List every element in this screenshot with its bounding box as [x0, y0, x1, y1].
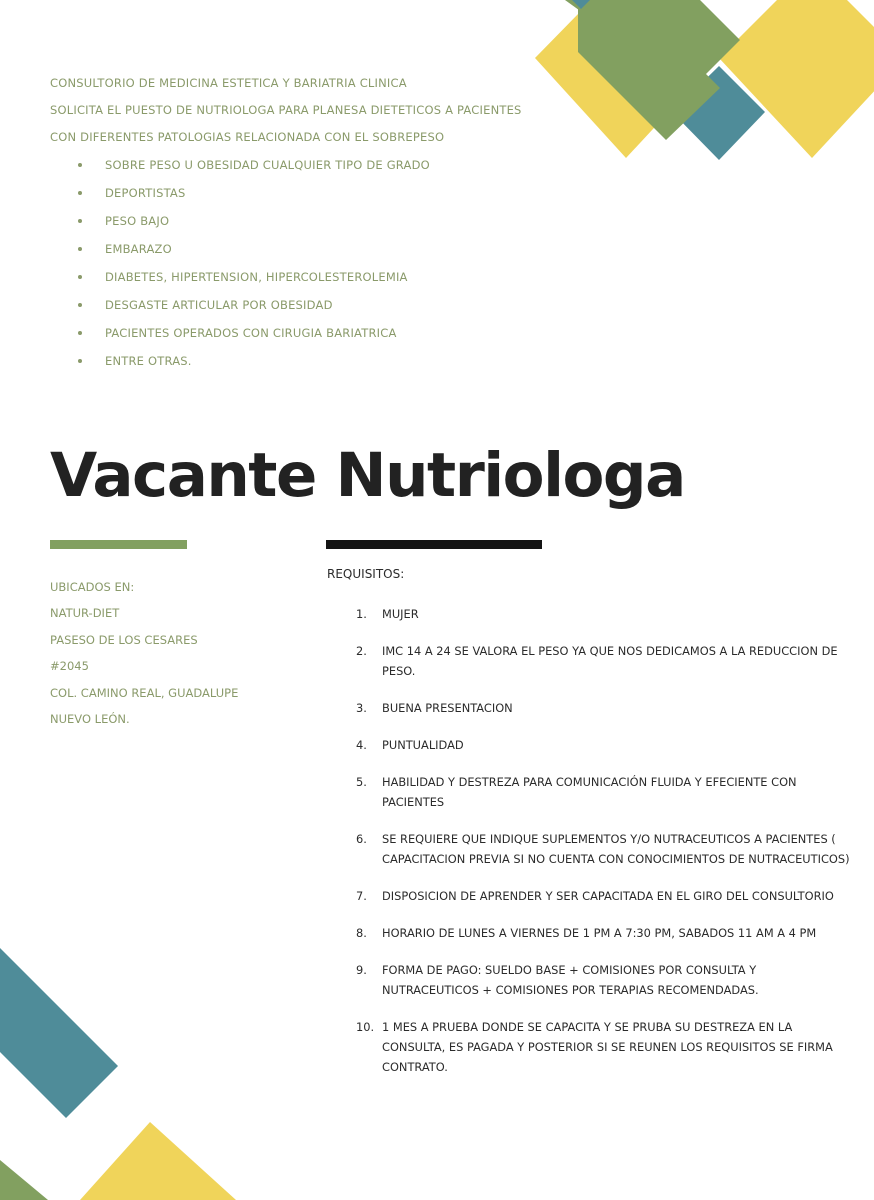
pathology-list — [50, 151, 570, 375]
list-item — [330, 1017, 850, 1077]
list-item — [330, 960, 850, 1000]
location-line: UBICADOS EN: — [50, 580, 135, 594]
requirements-list — [330, 604, 850, 1094]
list-item: DESGASTE ARTICULAR POR OBESIDAD — [50, 291, 570, 319]
item-text: BUENA PRESENTACION — [382, 701, 513, 715]
requirements-heading: REQUISITOS: — [327, 567, 405, 581]
item-number: 7. — [356, 889, 367, 903]
top-right-white-sliver — [850, 0, 874, 24]
location-block — [50, 574, 310, 732]
list-item: EMBARAZO — [50, 235, 570, 263]
item-number: 8. — [356, 926, 367, 940]
item-number: 6. — [356, 832, 367, 846]
list-item: PACIENTES OPERADOS CON CIRUGIA BARIATRICA — [50, 319, 570, 347]
top-green-band-2 — [565, 0, 740, 90]
top-green-band — [578, 0, 720, 140]
item-text: DISPOSICION DE APRENDER Y SER CAPACITADA EN EL GIRO DEL CONSULTORIO — [382, 889, 834, 903]
list-item: PESO BAJO — [50, 207, 570, 235]
item-number: 3. — [356, 701, 367, 715]
item-text: IMC 14 A 24 SE VALORA EL PESO YA QUE NOS DEDICAMOS A LA REDUCCION DE PESO. — [382, 644, 838, 678]
list-item: ENTRE OTRAS. — [50, 347, 570, 375]
list-item — [330, 829, 850, 869]
list-item — [330, 923, 850, 943]
location-line: NUEVO LEÓN. — [50, 712, 130, 727]
page-title: Vacante Nutriologa — [50, 440, 685, 511]
intro-section — [50, 70, 570, 375]
item-text: HABILIDAD Y DESTREZA PARA COMUNICACIÓN FLUIDA Y EFECIENTE CON PACIENTES — [382, 775, 797, 809]
list-item — [330, 735, 850, 755]
bottom-teal-band — [0, 948, 118, 1118]
black-divider — [326, 540, 542, 549]
top-teal-diamond — [672, 66, 765, 160]
bottom-green-triangle — [0, 1160, 48, 1200]
item-text: FORMA DE PAGO: SUELDO BASE + COMISIONES POR CONSULTA Y NUTRACEUTICOS + COMISIONES POR TERAPIAS RECOMENDADAS. — [382, 963, 759, 997]
intro-line: CON DIFERENTES PATOLOGIAS RELACIONADA CON EL SOBREPESO — [50, 130, 445, 144]
location-line: #2045 — [50, 659, 89, 674]
intro-line: CONSULTORIO DE MEDICINA ESTETICA Y BARIATRIA CLINICA — [50, 76, 407, 90]
item-text: 1 MES A PRUEBA DONDE SE CAPACITA Y SE PRUBA SU DESTREZA EN LA CONSULTA, ES PAGADA Y POSTERIOR SI SE REUNEN LOS REQUISITOS SE FIRMA CONTRATO. — [382, 1020, 833, 1074]
location-line: PASESO DE LOS CESARES — [50, 632, 198, 647]
list-item: DIABETES, HIPERTENSION, HIPERCOLESTEROLEMIA — [50, 263, 570, 291]
green-divider — [50, 540, 187, 549]
location-line: NATUR-DIET — [50, 606, 120, 621]
top-yellow-diamond-right — [719, 0, 874, 158]
list-item: SOBRE PESO U OBESIDAD CUALQUIER TIPO DE GRADO — [50, 151, 570, 179]
intro-line: SOLICITA EL PUESTO DE NUTRIOLOGA PARA PLANESA DIETETICOS A PACIENTES — [50, 103, 522, 117]
item-text: HORARIO DE LUNES A VIERNES DE 1 PM A 7:30 PM, SABADOS 11 AM A 4 PM — [382, 926, 817, 940]
bottom-yellow-diamond — [80, 1122, 236, 1200]
location-line: COL. CAMINO REAL, GUADALUPE — [50, 685, 239, 700]
item-number: 10. — [356, 1020, 375, 1034]
item-text: SE REQUIERE QUE INDIQUE SUPLEMENTOS Y/O NUTRACEUTICOS A PACIENTES ( CAPACITACION PREVIA SI NO CUENTA CON CONOCIMIENTOS DE NUTRACEUTICOS) — [382, 832, 850, 866]
item-number: 1. — [356, 607, 367, 621]
item-number: 4. — [356, 738, 367, 752]
list-item — [330, 886, 850, 906]
list-item — [330, 772, 850, 812]
item-number: 9. — [356, 963, 367, 977]
list-item — [330, 641, 850, 681]
list-item: DEPORTISTAS — [50, 179, 570, 207]
item-number: 5. — [356, 775, 367, 789]
item-text: MUJER — [382, 607, 419, 621]
list-item — [330, 698, 850, 718]
list-item — [330, 604, 850, 624]
top-teal-sliver — [572, 0, 590, 9]
item-text: PUNTUALIDAD — [382, 738, 464, 752]
item-number: 2. — [356, 644, 367, 658]
